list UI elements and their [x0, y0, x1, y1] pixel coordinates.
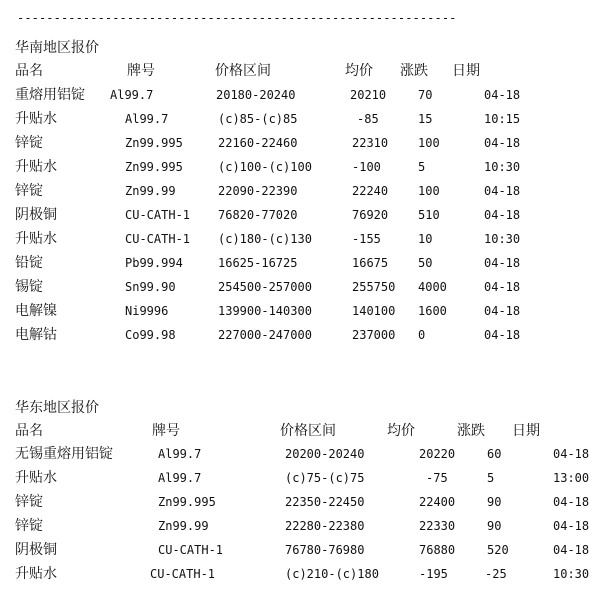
- date-cell: 10:30: [553, 567, 590, 581]
- table-row: [0, 180, 615, 202]
- change-cell: 5: [487, 471, 495, 485]
- avg-price-cell: -100: [352, 160, 381, 174]
- column-header-avg-price: 均价: [387, 423, 415, 439]
- table-row: [0, 539, 615, 561]
- table-row: [0, 204, 615, 226]
- date-cell: 04-18: [484, 304, 521, 318]
- change-cell: 4000: [418, 280, 447, 294]
- change-cell: 10: [418, 232, 433, 246]
- grade-cell: CU-CATH-1: [150, 567, 216, 581]
- avg-price-cell: 22400: [419, 495, 456, 509]
- east-china-section-title: 华东地区报价: [15, 400, 99, 416]
- product-name-cell: 升贴水: [15, 470, 57, 486]
- product-name-cell: 升贴水: [15, 111, 57, 127]
- product-name-cell: 锌锭: [15, 494, 43, 510]
- grade-cell: Zn99.995: [125, 160, 183, 174]
- avg-price-cell: 76880: [419, 543, 456, 557]
- grade-cell: Zn99.995: [125, 136, 183, 150]
- date-cell: 04-18: [484, 256, 521, 270]
- column-header-change: 涨跌: [457, 423, 485, 439]
- table-row: [0, 84, 615, 106]
- table-row: [0, 443, 615, 465]
- change-cell: 100: [418, 184, 440, 198]
- grade-cell: CU-CATH-1: [125, 232, 191, 246]
- column-header-avg-price: 均价: [345, 63, 373, 79]
- price-range-cell: (c)75-(c)75: [285, 471, 365, 485]
- date-cell: 04-18: [484, 328, 521, 342]
- change-cell: 50: [418, 256, 433, 270]
- grade-cell: Al99.7: [125, 112, 169, 126]
- grade-cell: Al99.7: [110, 88, 154, 102]
- date-cell: 04-18: [553, 447, 590, 461]
- change-cell: 90: [487, 495, 502, 509]
- grade-cell: Ni9996: [125, 304, 169, 318]
- avg-price-cell: -155: [352, 232, 381, 246]
- change-cell: 60: [487, 447, 502, 461]
- change-cell: 0: [418, 328, 426, 342]
- product-name-cell: 锌锭: [15, 518, 43, 534]
- avg-price-cell: -85: [357, 112, 379, 126]
- avg-price-cell: 255750: [352, 280, 396, 294]
- change-cell: 90: [487, 519, 502, 533]
- product-name-cell: 重熔用铝锭: [15, 87, 85, 103]
- grade-cell: CU-CATH-1: [125, 208, 191, 222]
- price-range-cell: 22350-22450: [285, 495, 365, 509]
- table-row: [0, 108, 615, 130]
- price-range-cell: 22090-22390: [218, 184, 298, 198]
- table-row: [0, 467, 615, 489]
- change-cell: 15: [418, 112, 433, 126]
- table-row: [0, 324, 615, 346]
- price-range-cell: 22280-22380: [285, 519, 365, 533]
- change-cell: 100: [418, 136, 440, 150]
- product-name-cell: 无锡重熔用铝锭: [15, 446, 113, 462]
- table-row: [0, 132, 615, 154]
- price-range-cell: 20200-20240: [285, 447, 365, 461]
- column-header-price-range: 价格区间: [215, 63, 271, 79]
- date-cell: 04-18: [553, 519, 590, 533]
- avg-price-cell: -195: [419, 567, 448, 581]
- grade-cell: Al99.7: [158, 447, 202, 461]
- price-range-cell: (c)210-(c)180: [285, 567, 379, 581]
- table-row: [0, 252, 615, 274]
- change-cell: 5: [418, 160, 426, 174]
- grade-cell: CU-CATH-1: [158, 543, 224, 557]
- date-cell: 10:15: [484, 112, 521, 126]
- table-row: [0, 515, 615, 537]
- grade-cell: Co99.98: [125, 328, 176, 342]
- column-header-price-range: 价格区间: [280, 423, 336, 439]
- date-cell: 04-18: [484, 280, 521, 294]
- price-range-cell: 139900-140300: [218, 304, 312, 318]
- column-header-grade: 牌号: [127, 63, 155, 79]
- column-header-date: 日期: [452, 63, 480, 79]
- column-header-product-name: 品名: [15, 423, 43, 439]
- product-name-cell: 阴极铜: [15, 207, 57, 223]
- price-range-cell: 227000-247000: [218, 328, 312, 342]
- change-cell: 510: [418, 208, 440, 222]
- change-cell: 70: [418, 88, 433, 102]
- product-name-cell: 锌锭: [15, 135, 43, 151]
- table-row: [0, 491, 615, 513]
- price-range-cell: (c)180-(c)130: [218, 232, 312, 246]
- south-china-section-title: 华南地区报价: [15, 40, 99, 56]
- change-cell: -25: [485, 567, 507, 581]
- product-name-cell: 锌锭: [15, 183, 43, 199]
- avg-price-cell: 22330: [419, 519, 456, 533]
- table-row: [0, 276, 615, 298]
- price-range-cell: (c)100-(c)100: [218, 160, 312, 174]
- price-range-cell: (c)85-(c)85: [218, 112, 298, 126]
- grade-cell: Pb99.994: [125, 256, 183, 270]
- date-cell: 04-18: [484, 208, 521, 222]
- price-range-cell: 254500-257000: [218, 280, 312, 294]
- product-name-cell: 锡锭: [15, 279, 43, 295]
- column-header-grade: 牌号: [152, 423, 180, 439]
- price-range-cell: 76780-76980: [285, 543, 365, 557]
- avg-price-cell: 20210: [350, 88, 387, 102]
- product-name-cell: 升贴水: [15, 231, 57, 247]
- price-range-cell: 16625-16725: [218, 256, 298, 270]
- avg-price-cell: 140100: [352, 304, 396, 318]
- table-row: [0, 156, 615, 178]
- date-cell: 04-18: [484, 136, 521, 150]
- avg-price-cell: 237000: [352, 328, 396, 342]
- grade-cell: Sn99.90: [125, 280, 176, 294]
- product-name-cell: 升贴水: [15, 159, 57, 175]
- avg-price-cell: 22240: [352, 184, 389, 198]
- grade-cell: Zn99.995: [158, 495, 216, 509]
- date-cell: 10:30: [484, 232, 521, 246]
- date-cell: 13:00: [553, 471, 590, 485]
- price-range-cell: 20180-20240: [216, 88, 296, 102]
- product-name-cell: 电解镍: [15, 303, 57, 319]
- date-cell: 04-18: [553, 495, 590, 509]
- avg-price-cell: 76920: [352, 208, 389, 222]
- date-cell: 04-18: [484, 184, 521, 198]
- divider-line: ------------------------------------------------------------: [17, 11, 457, 25]
- product-name-cell: 电解钴: [15, 327, 57, 343]
- table-row: [0, 228, 615, 250]
- product-name-cell: 阴极铜: [15, 542, 57, 558]
- avg-price-cell: 20220: [419, 447, 456, 461]
- east-china-table-header: [0, 420, 615, 442]
- grade-cell: Zn99.99: [125, 184, 176, 198]
- column-header-change: 涨跌: [400, 63, 428, 79]
- date-cell: 04-18: [553, 543, 590, 557]
- column-header-product-name: 品名: [15, 63, 43, 79]
- avg-price-cell: -75: [426, 471, 448, 485]
- table-row: [0, 563, 615, 585]
- avg-price-cell: 16675: [352, 256, 389, 270]
- price-range-cell: 22160-22460: [218, 136, 298, 150]
- table-row: [0, 300, 615, 322]
- grade-cell: Zn99.99: [158, 519, 209, 533]
- date-cell: 10:30: [484, 160, 521, 174]
- price-range-cell: 76820-77020: [218, 208, 298, 222]
- product-name-cell: 升贴水: [15, 566, 57, 582]
- avg-price-cell: 22310: [352, 136, 389, 150]
- change-cell: 1600: [418, 304, 447, 318]
- product-name-cell: 铅锭: [15, 255, 43, 271]
- south-china-table-header: [0, 60, 615, 82]
- date-cell: 04-18: [484, 88, 521, 102]
- change-cell: 520: [487, 543, 509, 557]
- column-header-date: 日期: [512, 423, 540, 439]
- grade-cell: Al99.7: [158, 471, 202, 485]
